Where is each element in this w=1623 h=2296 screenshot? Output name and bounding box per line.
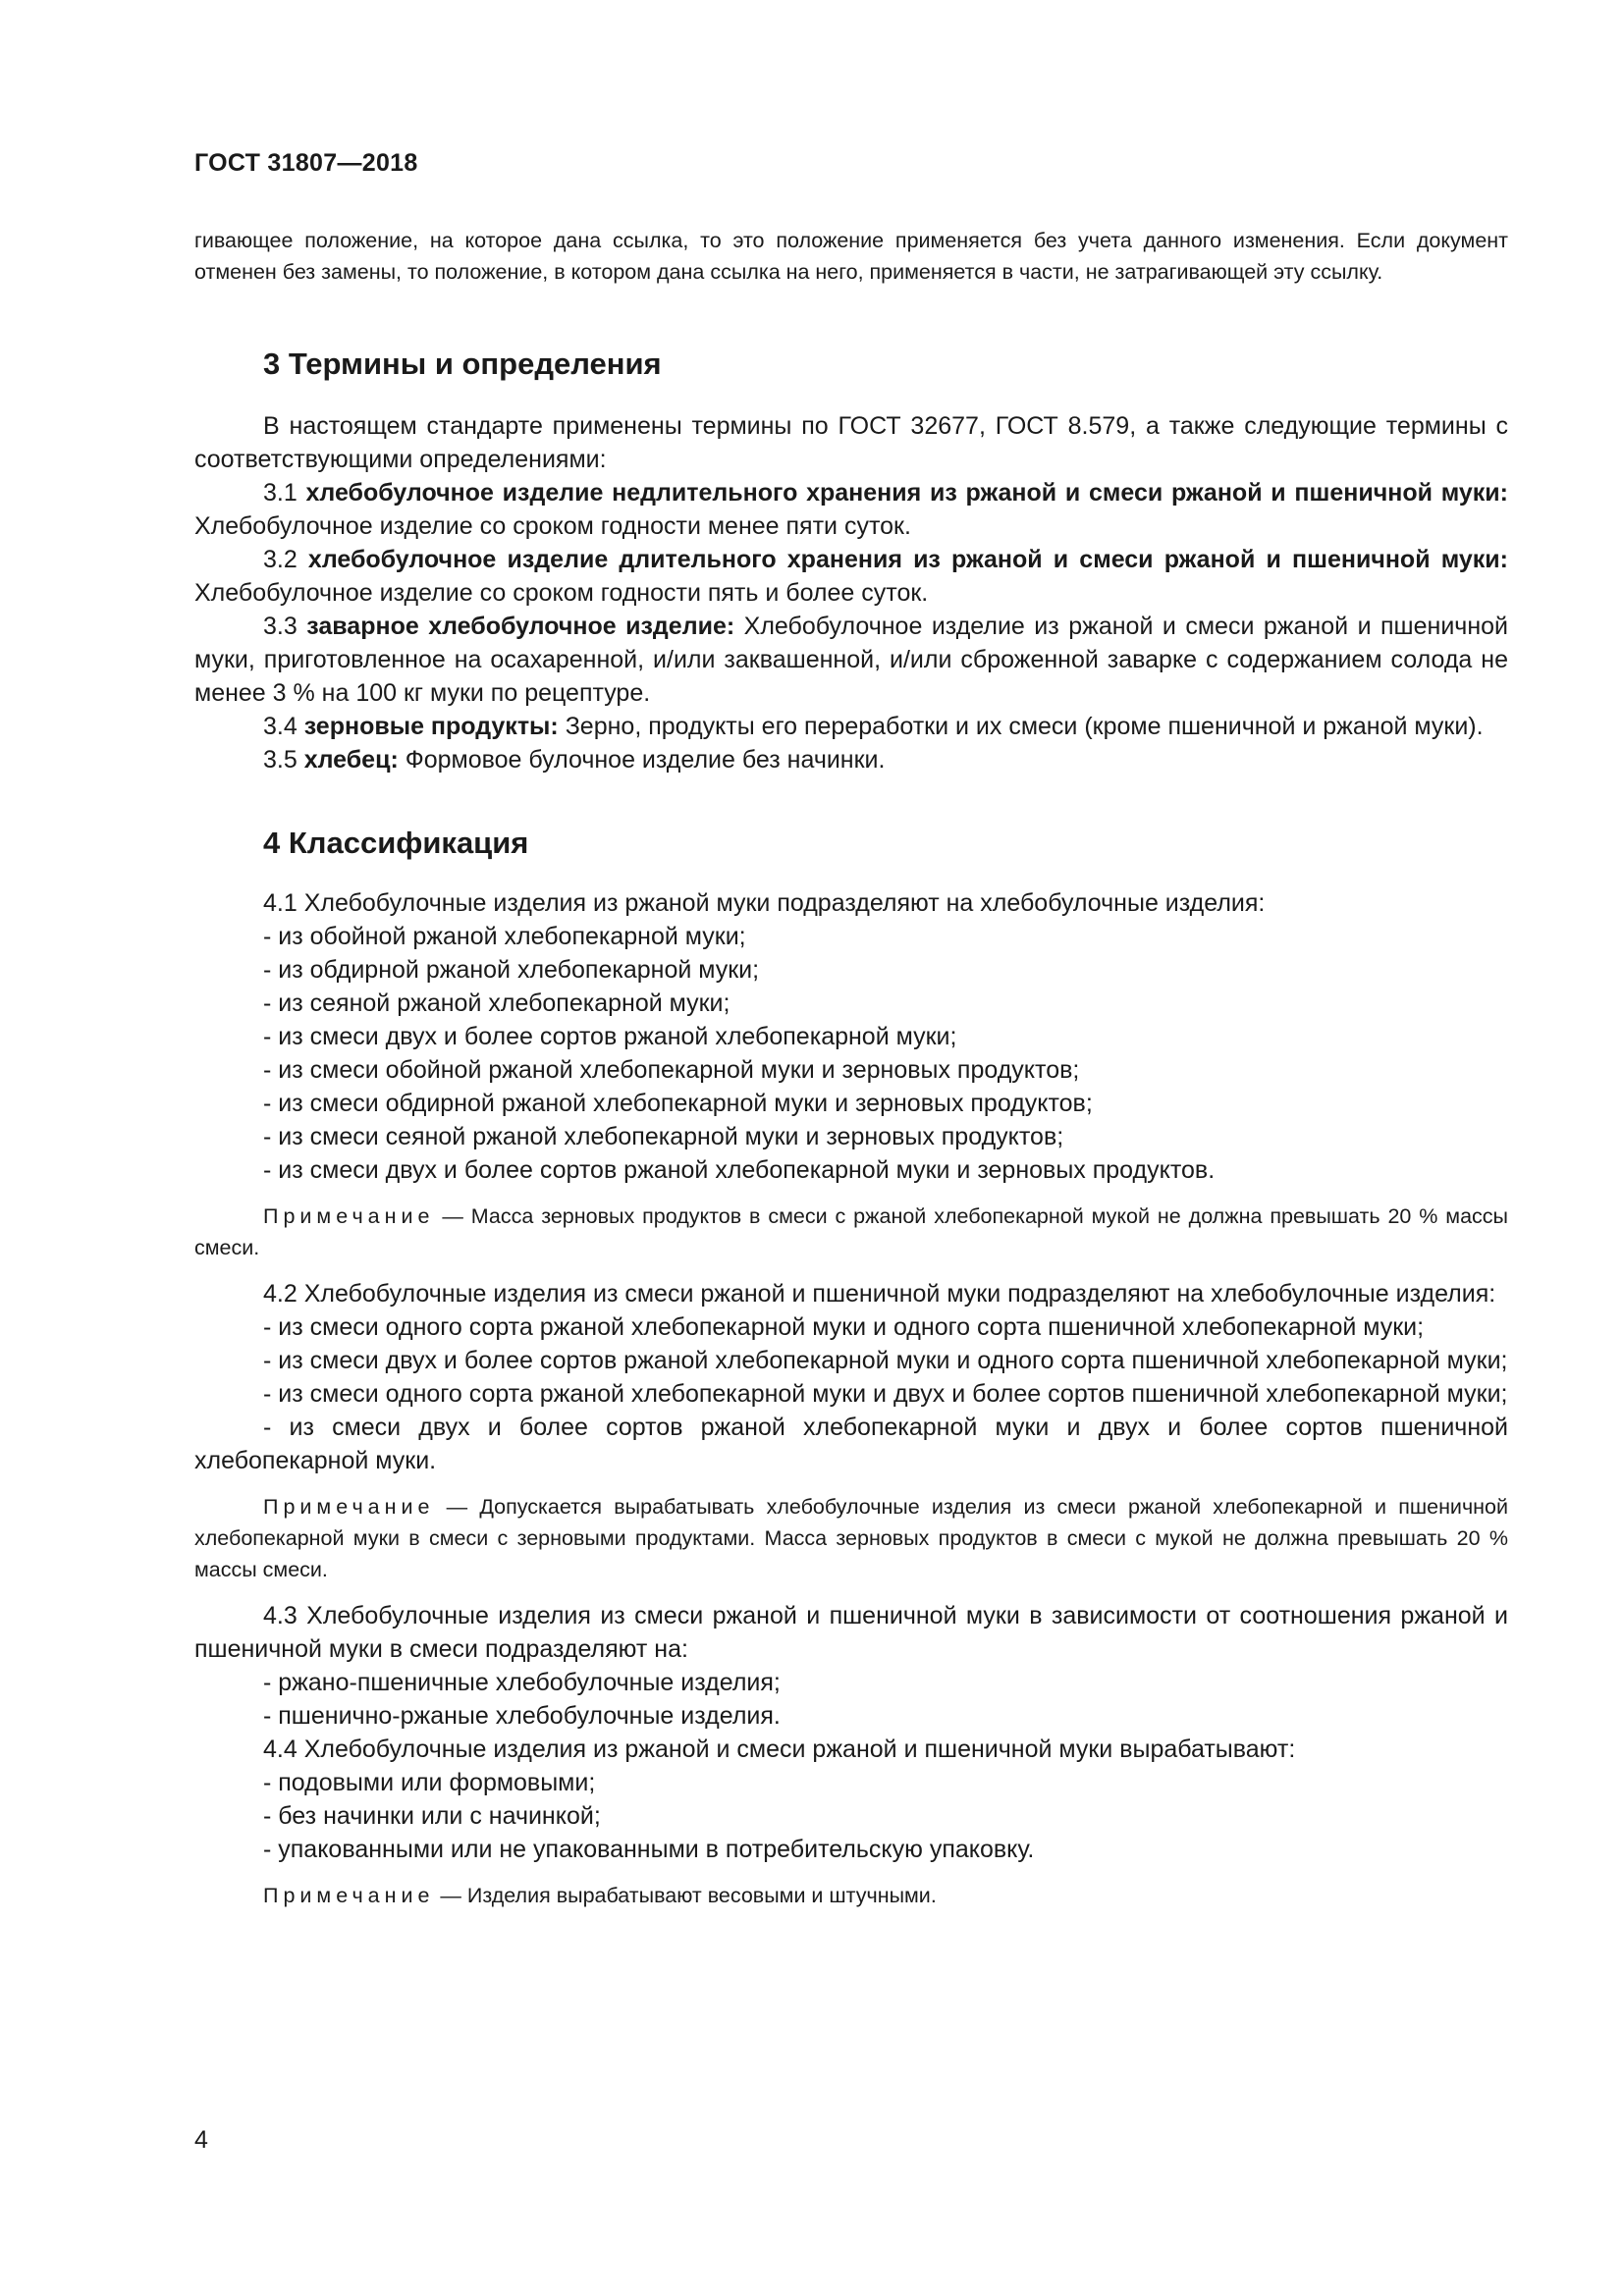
list-item: - из смеси обдирной ржаной хлебопекарной муки и зерновых продуктов; [263, 1090, 1093, 1117]
term-name: хлебец: [303, 746, 399, 774]
section-3-heading: 3 Термины и определения [263, 347, 662, 381]
section-4-heading: 4 Классификация [263, 826, 529, 860]
list-item: - упакованными или не упакованными в потребительскую упаковку. [263, 1836, 1035, 1863]
term-3-1 [194, 476, 1508, 543]
list-item: - из смеси двух и более сортов ржаной хлебопекарной муки; [263, 1023, 957, 1050]
term-number: 3.2 [263, 546, 308, 573]
note-text: — Масса зерновых продуктов в смеси с ржаной хлебопекарной мукой не должна превышать 20 % массы смеси. [194, 1204, 1508, 1259]
list-item: - без начинки или с начинкой; [263, 1802, 601, 1830]
term-name: зерновые продукты: [303, 713, 559, 740]
section-3-intro: В настоящем стандарте применены термины по ГОСТ 32677, ГОСТ 8.579, а также следующие термины с соответствующими определениями: [194, 412, 1508, 473]
list-item: - из смеси двух и более сортов ржаной хлебопекарной муки и двух и более сортов пшеничной хлебопекарной муки. [194, 1414, 1508, 1474]
list-item: - ржано-пшеничные хлебобулочные изделия; [263, 1669, 781, 1696]
note-label: Примечание [263, 1495, 435, 1519]
note-label: Примечание [263, 1884, 435, 1907]
term-definition: Хлебобулочное изделие со сроком годности пять и более суток. [194, 579, 929, 607]
intro-paragraph: гивающее положение, на которое дана ссылка, то это положение применяется без учета данного изменения. Если документ отменен без замены, то положение, в котором дана ссылка на него, применяется в части, не затрагивающей эту ссылку. [194, 229, 1508, 284]
note-text: — Изделия вырабатывают весовыми и штучными. [434, 1884, 937, 1907]
note-label: Примечание [263, 1204, 435, 1228]
list-item: - из смеси двух и более сортов ржаной хлебопекарной муки и зерновых продуктов. [263, 1156, 1216, 1184]
term-3-2 [194, 543, 1508, 610]
list-item: - из смеси сеяной ржаной хлебопекарной муки и зерновых продуктов; [263, 1123, 1064, 1150]
term-definition: Хлебобулочное изделие со сроком годности менее пяти суток. [194, 512, 911, 540]
term-name: заварное хлебобулочное изделие: [306, 613, 735, 640]
list-item: - из обдирной ржаной хлебопекарной муки; [263, 956, 760, 984]
note-4-2 [194, 1491, 1508, 1585]
list-item: - из смеси двух и более сортов ржаной хлебопекарной муки и одного сорта пшеничной хлебопекарной муки; [263, 1347, 1508, 1374]
list-item: - из сеяной ржаной хлебопекарной муки; [263, 989, 730, 1017]
term-3-5 [194, 743, 1508, 776]
clause-4-3: 4.3 Хлебобулочные изделия из смеси ржаной и пшеничной муки в зависимости от соотношения ржаной и пшеничной муки в смеси подразделяют на: [194, 1602, 1508, 1663]
clause-4-1: 4.1 Хлебобулочные изделия из ржаной муки подразделяют на хлебобулочные изделия: [263, 889, 1266, 917]
term-3-4 [194, 710, 1508, 743]
list-item: - пшенично-ржаные хлебобулочные изделия. [263, 1702, 781, 1730]
clause-4-2: 4.2 Хлебобулочные изделия из смеси ржаной и пшеничной муки подразделяют на хлебобулочные изделия: [263, 1280, 1496, 1308]
term-name: хлебобулочное изделие недлительного хранения из ржаной и смеси ржаной и пшеничной муки: [305, 479, 1508, 507]
list-item: - подовыми или формовыми; [263, 1769, 596, 1796]
term-name: хлебобулочное изделие длительного хранения из ржаной и смеси ржаной и пшеничной муки: [307, 546, 1508, 573]
term-number: 3.1 [263, 479, 306, 507]
term-definition: Формовое булочное изделие без начинки. [398, 746, 886, 774]
document-body [194, 225, 1508, 1925]
list-item: - из смеси одного сорта ржаной хлебопекарной муки и двух и более сортов пшеничной хлебопекарной муки; [263, 1380, 1508, 1408]
term-number: 3.5 [263, 746, 304, 774]
clause-4-4: 4.4 Хлебобулочные изделия из ржаной и смеси ржаной и пшеничной муки вырабатывают: [263, 1735, 1296, 1763]
list-item: - из смеси одного сорта ржаной хлебопекарной муки и одного сорта пшеничной хлебопекарной муки; [263, 1313, 1425, 1341]
term-3-3 [194, 610, 1508, 710]
list-item: - из обойной ржаной хлебопекарной муки; [263, 923, 746, 950]
note-4-1 [194, 1201, 1508, 1263]
note-text: — Допускается вырабатывать хлебобулочные изделия из смеси ржаной хлебопекарной и пшеничной хлебопекарной муки в смеси с зерновыми продуктами. Масса зерновых продуктов в смеси с мукой не должна превышать 20 % массы смеси. [194, 1495, 1508, 1581]
note-4-4 [194, 1880, 1508, 1911]
term-definition: Хлебобулочное изделие из ржаной и смеси ржаной и пшеничной муки, приготовленное на осахаренной, и/или заквашенной, и/или сброженной заварке с содержанием солода не менее 3 % на 100 кг муки по рецептуре. [194, 613, 1508, 707]
term-number: 3.4 [263, 713, 304, 740]
document-header: ГОСТ 31807—2018 [194, 149, 418, 177]
term-number: 3.3 [263, 613, 307, 640]
page-number: 4 [194, 2126, 208, 2154]
term-definition: Зерно, продукты его переработки и их смеси (кроме пшеничной и ржаной муки). [558, 713, 1484, 740]
list-item: - из смеси обойной ржаной хлебопекарной муки и зерновых продуктов; [263, 1056, 1080, 1084]
